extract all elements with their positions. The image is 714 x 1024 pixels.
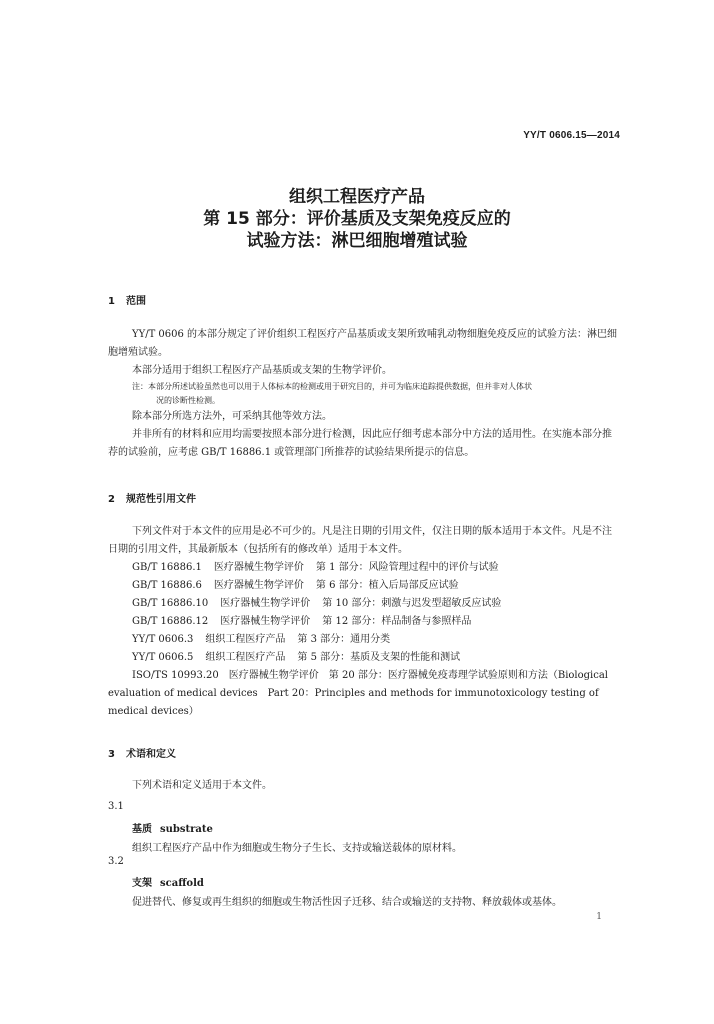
term-en: substrate (160, 824, 213, 835)
page-number: 1 (596, 912, 602, 922)
reference-code: YY/T 0606.3 (132, 634, 194, 645)
reference-item (108, 649, 618, 667)
paragraph: 本部分适用于组织工程医疗产品基质或支架的生物学评价。 (132, 365, 392, 376)
section-2-heading (108, 490, 196, 505)
reference-title: 组织工程医疗产品 (205, 634, 286, 645)
title-line-1: 组织工程医疗产品 (289, 187, 425, 207)
section-2-body (108, 523, 618, 721)
term-zh: 基质 (132, 824, 152, 835)
term-number: 3.2 (108, 856, 124, 867)
section-title: 范围 (126, 296, 146, 307)
reference-title: 组织工程医疗产品 (205, 652, 286, 663)
reference-code: YY/T 0606.5 (132, 652, 194, 663)
reference-code: GB/T 16886.10 (132, 598, 209, 609)
section-title: 规范性引用文件 (126, 494, 196, 505)
reference-part: 第 10 部分：刺激与迟发型超敏反应试验 (322, 598, 502, 609)
reference-item (108, 613, 618, 631)
title-line-2: 第 15 部分：评价基质及支架免疫反应的 (203, 209, 511, 229)
term-heading (132, 874, 212, 889)
reference-title: 医疗器械生物学评价 (213, 562, 304, 573)
section-number: 3 (108, 749, 115, 760)
reference-part: 第 1 部分：风险管理过程中的评价与试验 (315, 562, 499, 573)
reference-part: 第 12 部分：样品制备与参照样品 (322, 616, 472, 627)
title-line-3: 试验方法：淋巴细胞增殖试验 (246, 231, 468, 251)
standard-code: YY/T 0606.15—2014 (523, 130, 620, 141)
reference-title: 医疗器械生物学评价 (220, 598, 311, 609)
note (108, 380, 618, 408)
reference-part: 第 6 部分：植入后局部反应试验 (315, 580, 459, 591)
paragraph: 下列文件对于本文件的应用是必不可少的。凡是注日期的引用文件，仅注日期的版本适用于本文件。凡是不注日期的引用文件，其最新版本（包括所有的修改单）适用于本文件。 (108, 526, 612, 555)
reference-part: 第 5 部分：基质及支架的性能和测试 (297, 652, 461, 663)
reference-title: 医疗器械生物学评价 (220, 616, 311, 627)
reference-item-iso: ISO/TS 10993.20 医疗器械生物学评价 第 20 部分：医疗器械免疫毒理学试验原则和方法（Biological evaluation of medical devices Part 20：Principles and methods for immunotoxicology testing of medical devices） (108, 670, 609, 717)
reference-item (108, 559, 618, 577)
section-title: 术语和定义 (126, 749, 176, 760)
term-heading (132, 820, 221, 835)
reference-item (108, 577, 618, 595)
section-3-intro (108, 777, 618, 795)
paragraph: YY/T 0606 的本部分规定了评价组织工程医疗产品基质或支架所致哺乳动物细胞免疫反应的试验方法：淋巴细胞增殖试验。 (108, 329, 618, 358)
section-number: 2 (108, 494, 115, 505)
reference-part: 第 3 部分：通用分类 (297, 634, 391, 645)
term-definition: 促进替代、修复或再生组织的细胞或生物活性因子迁移、结合或输送的支持物、释放载体或基体。 (132, 897, 562, 908)
reference-code: GB/T 16886.12 (132, 616, 209, 627)
section-1-heading (108, 292, 146, 307)
term-number: 3.1 (108, 801, 124, 812)
term-en: scaffold (160, 878, 204, 889)
reference-item (108, 595, 618, 613)
section-3-heading (108, 745, 176, 760)
reference-code: GB/T 16886.6 (132, 580, 202, 591)
reference-title: 医疗器械生物学评价 (213, 580, 304, 591)
note-line: 况的诊断性检测。 (156, 396, 220, 405)
term-zh: 支架 (132, 878, 152, 889)
reference-code: GB/T 16886.1 (132, 562, 202, 573)
paragraph: 下列术语和定义适用于本文件。 (132, 780, 272, 791)
term-definition: 组织工程医疗产品中作为细胞或生物分子生长、支持或输送载体的原材料。 (132, 843, 462, 854)
paragraph: 除本部分所选方法外，可采纳其他等效方法。 (132, 411, 332, 422)
document-title (0, 186, 714, 252)
paragraph: 并非所有的材料和应用均需要按照本部分进行检测，因此应仔细考虑本部分中方法的适用性。在实施本部分推荐的试验前，应考虑 GB/T 16886.1 或管理部门所推荐的试验结果所提示的信息。 (108, 429, 612, 458)
section-1-body (108, 326, 618, 462)
note-line: 注：本部分所述试验虽然也可以用于人体标本的检测或用于研究目的，并可为临床追踪提供数据，但并非对人体状 (132, 382, 532, 391)
section-number: 1 (108, 296, 115, 307)
reference-item (108, 631, 618, 649)
